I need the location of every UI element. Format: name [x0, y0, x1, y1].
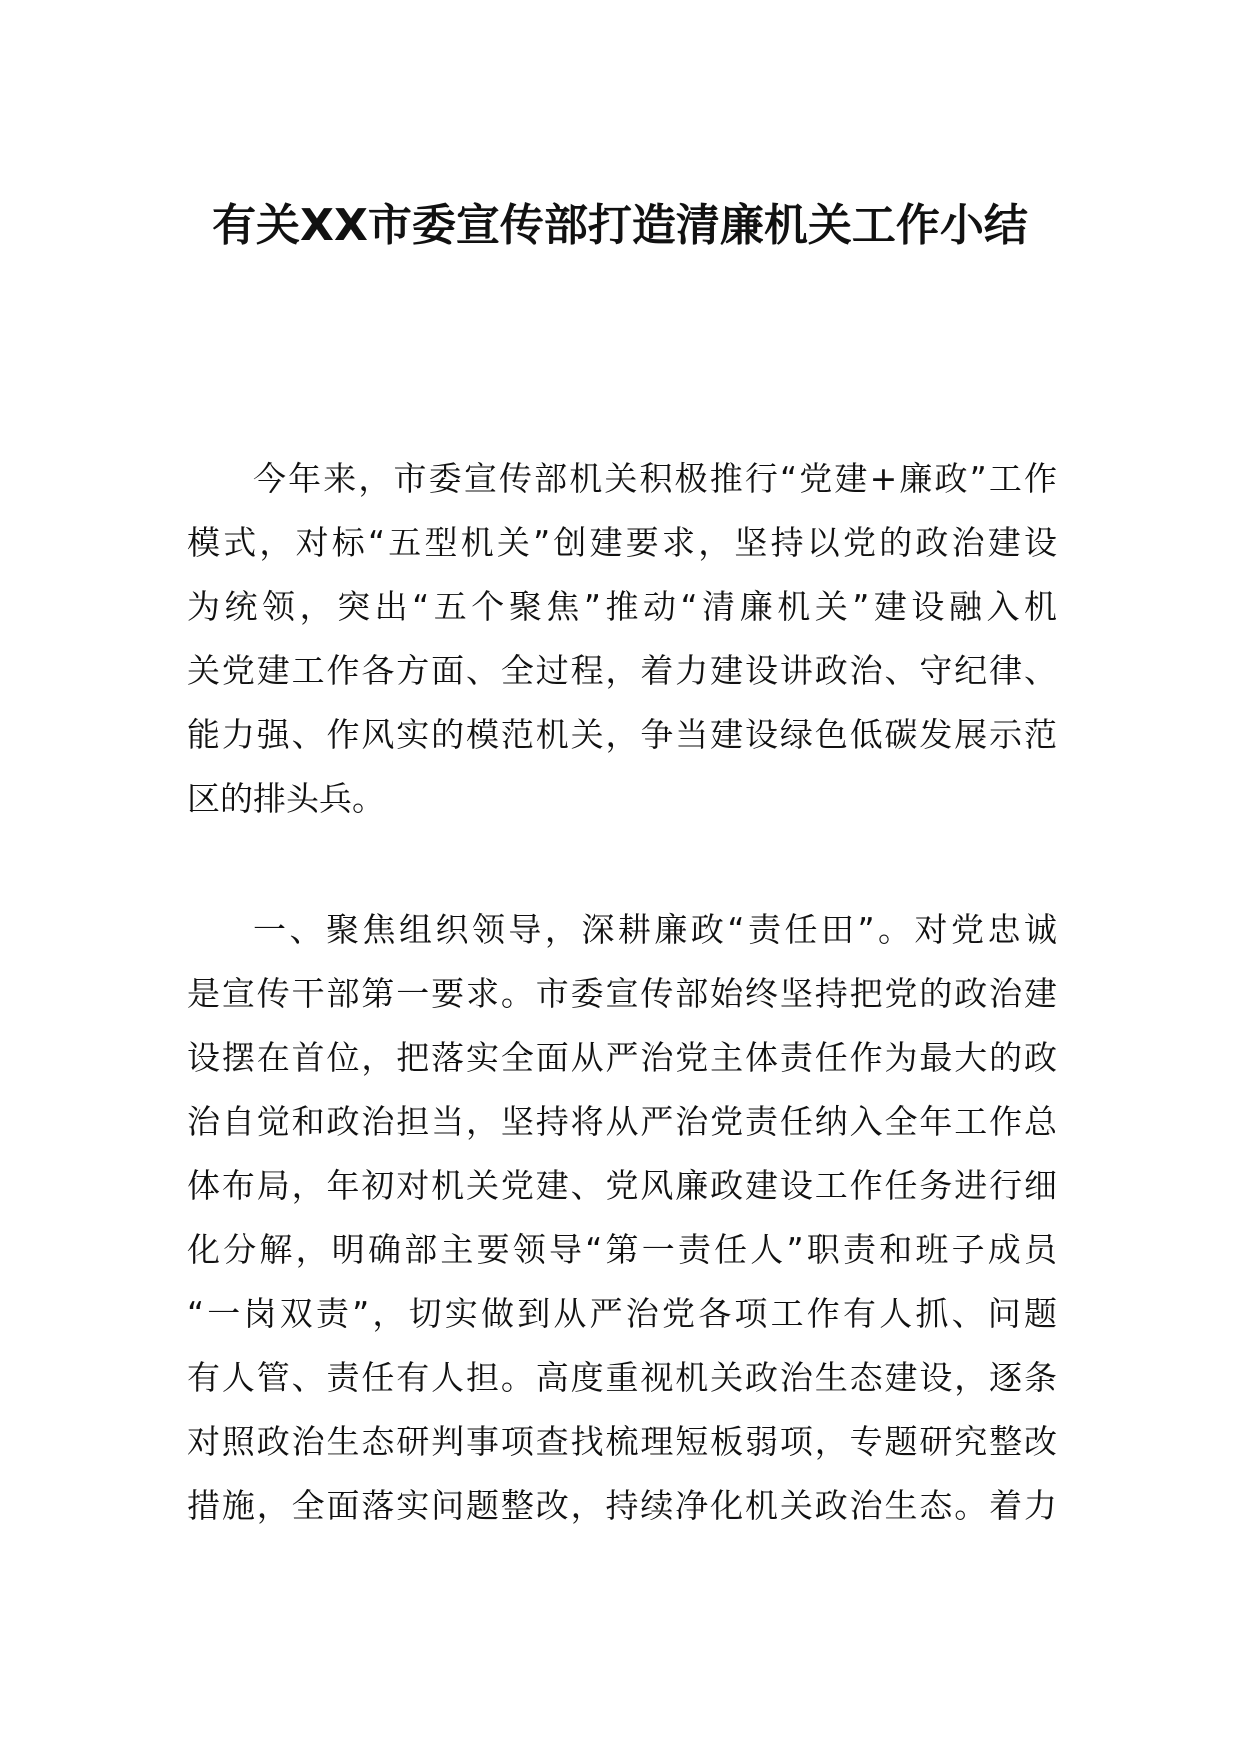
- paragraph-line: 区的排头兵。: [187, 779, 385, 818]
- document-title: 有关XX市委宣传部打造清廉机关工作小结: [212, 200, 1028, 251]
- paragraph-line: 有人管、责任有人担。高度重视机关政治生态建设，逐条: [187, 1358, 1057, 1397]
- paragraph-intro: [187, 447, 1057, 831]
- paragraph-line: 能力强、作风实的模范机关，争当建设绿色低碳发展示范: [187, 715, 1057, 754]
- paragraph-line: 化分解，明确部主要领导“第一责任人”职责和班子成员: [187, 1230, 1057, 1269]
- paragraph-line: 为统领，突出“五个聚焦”推动“清廉机关”建设融入机: [187, 587, 1057, 626]
- paragraph-line: “一岗双责”，切实做到从严治党各项工作有人抓、问题: [187, 1294, 1057, 1333]
- paragraph-line: 治自觉和政治担当，坚持将从严治党责任纳入全年工作总: [187, 1102, 1057, 1141]
- paragraph-line: 体布局，年初对机关党建、党风廉政建设工作任务进行细: [187, 1166, 1057, 1205]
- paragraph-line: 措施，全面落实问题整改，持续净化机关政治生态。着力: [187, 1486, 1057, 1525]
- paragraph-line: 是宣传干部第一要求。市委宣传部始终坚持把党的政治建: [187, 974, 1057, 1013]
- paragraph-line: 一、聚焦组织领导，深耕廉政“责任田”。对党忠诚: [253, 910, 1057, 949]
- paragraph-line: 模式，对标“五型机关”创建要求，坚持以党的政治建设: [187, 523, 1057, 562]
- paragraph-section-one: [187, 898, 1057, 1538]
- paragraph-line: 设摆在首位，把落实全面从严治党主体责任作为最大的政: [187, 1038, 1057, 1077]
- paragraph-line: 今年来，市委宣传部机关积极推行“党建+廉政”工作: [253, 459, 1057, 498]
- paragraph-line: 关党建工作各方面、全过程，着力建设讲政治、守纪律、: [187, 651, 1057, 690]
- paragraph-line: 对照政治生态研判事项查找梳理短板弱项，专题研究整改: [187, 1422, 1057, 1461]
